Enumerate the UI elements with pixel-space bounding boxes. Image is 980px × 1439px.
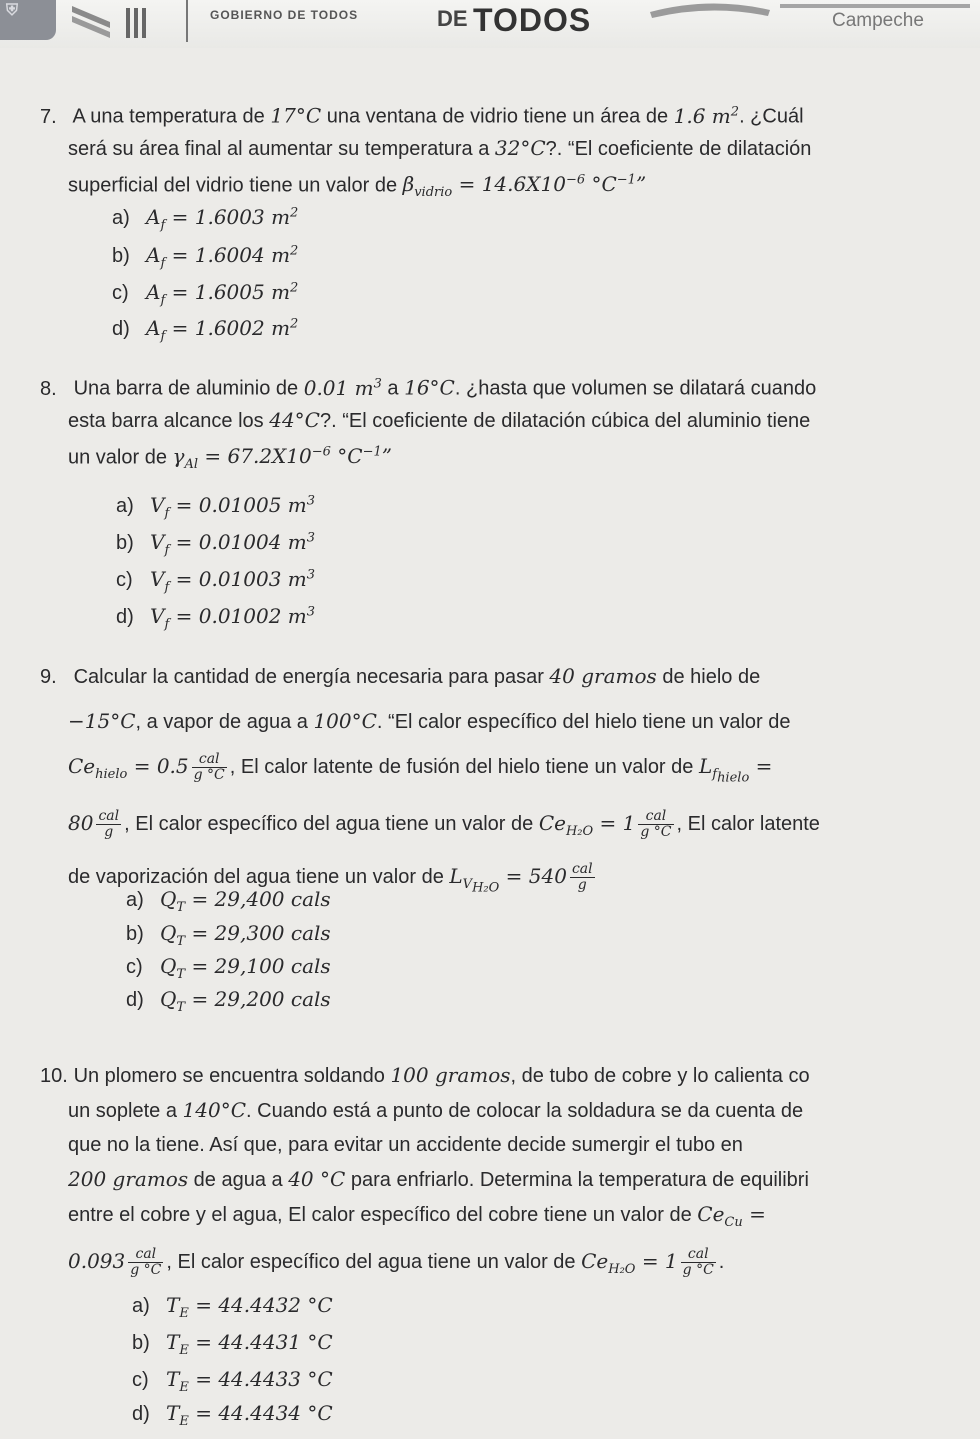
math-symbol: L: [698, 754, 713, 778]
question-text: , de tubo de cobre y lo calienta co: [510, 1065, 810, 1087]
math-subscript: H₂O: [565, 823, 594, 839]
math-symbol: L: [449, 863, 463, 888]
option-symbol: T: [166, 1293, 180, 1317]
math-subscript: hielo: [717, 770, 750, 786]
question-8: 8. Una barra de aluminio de 0.01 $m^3$ a 16°C. ¿hasta que volumen se dilatará cuando esta barra alcance los 44°C?. “El coeficiente de dilatación cúbica del aluminio tiene un valor de $\gamma_{Al} = 67.2X10^{-6}$ $^\circ C^{-1}$”: [40, 375, 817, 473]
option-symbol: V: [150, 492, 165, 517]
math-subscript: H₂O: [608, 1262, 636, 1277]
option-value: = 29,300 cals: [191, 921, 331, 945]
math-value: = 1: [641, 1249, 678, 1273]
option-exponent: 2: [290, 280, 299, 295]
math-symbol: Ce: [538, 810, 566, 835]
option-value: = 44.4434 °C: [195, 1401, 333, 1425]
answer-option[interactable]: [112, 307, 299, 344]
math-value: 1.6 m: [673, 103, 731, 128]
fraction: [128, 1247, 163, 1278]
math-value: = 1: [599, 810, 636, 835]
option-symbol: Q: [160, 987, 177, 1011]
question-text: un soplete a: [68, 1100, 177, 1122]
math-value: 200 gramos: [68, 1167, 189, 1191]
question-text: . “El calor específico del hielo tiene un valor de: [376, 711, 791, 733]
option-letter: c): [126, 956, 143, 978]
math-symbol: β: [402, 172, 415, 197]
close-quote: ”: [635, 172, 647, 197]
fraction-numerator: cal: [571, 860, 593, 877]
fraction-numerator: cal: [192, 752, 227, 768]
option-exponent: 3: [306, 493, 316, 508]
fraction-numerator: cal: [128, 1247, 163, 1263]
option-letter: a): [126, 889, 144, 911]
option-value: = 44.4433 °C: [195, 1367, 333, 1391]
option-symbol: Q: [160, 921, 177, 945]
header-decoration: [70, 2, 180, 40]
option-value: = 0.01004 m: [175, 529, 307, 554]
option-symbol: Q: [160, 887, 177, 911]
math-equals: =: [755, 754, 773, 778]
question-text: . ¿Cuál: [739, 105, 804, 128]
option-value: = 29,100 cals: [191, 954, 331, 978]
math-value: −15°C: [68, 709, 136, 733]
answer-option[interactable]: [126, 882, 331, 916]
option-exponent: 3: [306, 567, 316, 582]
math-unit: °C: [337, 444, 363, 469]
math-value: 17°C: [270, 103, 322, 128]
header-swoosh: [650, 0, 980, 30]
option-value: = 29,400 cals: [191, 887, 331, 911]
option-symbol: A: [146, 315, 161, 340]
option-symbol: T: [166, 1401, 180, 1425]
option-letter: d): [132, 1403, 150, 1425]
math-value: = 0.5: [133, 754, 189, 778]
close-quote: ”: [381, 444, 392, 469]
question-text: , a vapor de agua a: [135, 711, 308, 733]
option-value: = 1.6003 m: [171, 204, 291, 229]
math-symbol: Ce: [581, 1249, 609, 1273]
question-text: esta barra alcance los: [68, 409, 264, 432]
question-text: , El calor latente de fusión del hielo tiene un valor de: [229, 756, 694, 778]
option-letter: a): [132, 1295, 150, 1317]
fraction-denominator: g °C: [193, 767, 225, 784]
option-exponent: 2: [290, 243, 299, 258]
fraction-denominator: g °C: [640, 823, 672, 840]
answer-option[interactable]: [132, 1325, 333, 1359]
option-exponent: 2: [290, 205, 299, 220]
question-number: 7.: [40, 105, 57, 128]
question-text: a: [387, 377, 399, 400]
question-text: ?. “El coeficiente de dilatación: [545, 137, 812, 160]
option-symbol: A: [146, 204, 161, 229]
question-text: Calcular la cantidad de energía necesaria para pasar: [73, 666, 544, 688]
answer-option[interactable]: [132, 1362, 333, 1396]
answer-option[interactable]: [132, 1288, 333, 1322]
option-letter: d): [112, 317, 130, 340]
option-value: = 44.4432 °C: [195, 1293, 333, 1317]
math-value: 0.093: [68, 1249, 126, 1273]
option-letter: c): [112, 281, 129, 304]
option-subscript: f: [160, 217, 166, 233]
math-symbol: Ce: [697, 1202, 725, 1226]
answer-option[interactable]: [126, 982, 331, 1016]
option-subscript: T: [176, 1000, 186, 1015]
math-equals: =: [749, 1202, 766, 1226]
header-todos: TODOS: [473, 2, 592, 38]
fraction-denominator: g °C: [682, 1262, 714, 1279]
option-letter: c): [132, 1369, 149, 1391]
math-value: 40 gramos: [549, 664, 657, 688]
math-value: 40 °C: [288, 1167, 346, 1191]
option-symbol: Q: [160, 954, 177, 978]
shield-icon: ⛨: [6, 2, 19, 19]
answer-option[interactable]: [112, 271, 299, 308]
math-subscript: hielo: [95, 767, 128, 782]
math-value: = 540: [505, 863, 567, 888]
option-subscript: E: [179, 1414, 189, 1429]
option-value: = 1.6004 m: [171, 242, 291, 267]
question-text: de hielo de: [662, 666, 761, 688]
math-value: 100°C: [313, 709, 377, 733]
fraction: [192, 752, 227, 783]
fraction-denominator: g: [104, 823, 114, 840]
question-text: entre el cobre y el agua, El calor específico del cobre tiene un valor de: [68, 1204, 692, 1226]
answer-option[interactable]: [116, 595, 316, 632]
math-subscript: f: [712, 767, 718, 782]
option-symbol: T: [166, 1367, 180, 1391]
math-subscript: H₂O: [472, 880, 500, 896]
math-value: = 67.2X10: [204, 444, 312, 469]
math-subscript: vidrio: [414, 185, 453, 201]
option-subscript: E: [179, 1306, 189, 1321]
question-text: un valor de: [68, 446, 167, 469]
question-text: de agua a: [193, 1169, 283, 1191]
option-subscript: E: [179, 1380, 189, 1395]
question-text: , El calor latente: [676, 812, 820, 835]
fraction: [570, 862, 595, 893]
header-gobierno: GOBIERNO DE TODOS: [210, 8, 359, 22]
question-9: [40, 654, 965, 910]
option-symbol: V: [150, 529, 165, 554]
option-letter: b): [112, 244, 130, 267]
option-value: = 0.01005 m: [175, 492, 307, 517]
option-value: = 0.01002 m: [175, 603, 307, 628]
question-number: 9.: [40, 666, 57, 688]
option-symbol: T: [166, 1330, 180, 1354]
answer-option[interactable]: [112, 196, 299, 233]
option-exponent: 3: [306, 604, 316, 619]
answer-option[interactable]: [132, 1396, 333, 1430]
option-subscript: f: [164, 542, 170, 558]
option-letter: d): [116, 605, 134, 628]
fraction-denominator: g °C: [130, 1262, 162, 1279]
question-text: , El calor específico del agua tiene un valor de: [166, 1251, 576, 1273]
option-symbol: A: [146, 242, 161, 267]
header-campeche: Campeche: [832, 10, 924, 31]
fraction-numerator: cal: [98, 807, 120, 824]
math-exponent: −6: [565, 172, 586, 188]
math-value: 44°C: [269, 407, 320, 432]
option-letter: b): [116, 531, 134, 554]
question-number: 8.: [40, 377, 57, 400]
math-value: 80: [68, 810, 94, 835]
question-text: .: [718, 1251, 725, 1273]
option-value: = 44.4431 °C: [195, 1330, 333, 1354]
fraction-numerator: cal: [638, 809, 673, 825]
state-logo: [0, 0, 56, 40]
question-text: . Cuando está a punto de colocar la soldadura se da cuenta de: [246, 1100, 804, 1122]
option-symbol: V: [150, 566, 165, 591]
question-7: 7. A una temperatura de 17°C una ventana de vidrio tiene un área de 1.6 $m^2$. ¿Cuál será su área final al aumentar su temperatura a 32°C?. “El coeficiente de dilatación superficial del vidrio tiene un valor de $\beta_{vidrio} = 14.6X10^{-6}$ $^\circ C^{-1}$”: [40, 103, 812, 201]
option-symbol: A: [146, 279, 161, 304]
option-subscript: f: [160, 292, 166, 308]
option-subscript: f: [164, 616, 170, 632]
answer-option[interactable]: [116, 558, 316, 595]
math-exponent: −6: [311, 444, 331, 460]
question-text: para enfriarlo. Determina la temperatura de equilibri: [350, 1169, 809, 1191]
math-value: 100 gramos: [390, 1063, 511, 1087]
math-symbol: γ: [172, 444, 185, 469]
option-value: = 29,200 cals: [191, 987, 331, 1011]
math-subscript: Cu: [724, 1215, 743, 1230]
option-subscript: f: [164, 505, 170, 521]
option-exponent: 3: [306, 530, 316, 545]
math-unit: °C: [591, 172, 617, 197]
math-value: 140°C: [182, 1098, 247, 1122]
question-text: . ¿hasta que volumen se dilatará cuando: [454, 377, 817, 400]
answer-option[interactable]: [116, 521, 316, 558]
math-value: 0.01 m: [303, 375, 374, 400]
option-subscript: f: [164, 579, 170, 595]
fraction-denominator: g: [577, 876, 587, 893]
option-letter: b): [126, 923, 144, 945]
option-letter: a): [116, 494, 134, 517]
fraction: [681, 1247, 716, 1278]
answer-option[interactable]: [112, 234, 299, 271]
math-value: 16°C: [404, 375, 455, 400]
option-subscript: T: [176, 900, 186, 915]
option-subscript: T: [176, 934, 186, 949]
question-number: 10.: [40, 1065, 68, 1087]
question-text: de vaporización del agua tiene un valor de: [68, 865, 444, 888]
option-letter: b): [132, 1332, 150, 1354]
question-10: [40, 1058, 980, 1291]
option-symbol: V: [150, 603, 165, 628]
question-text: ?. “El coeficiente de dilatación cúbica del aluminio tiene: [320, 409, 811, 432]
math-subscript: V: [462, 876, 473, 892]
header-divider: [186, 0, 188, 42]
option-letter: a): [112, 206, 130, 229]
math-subscript: Al: [184, 457, 199, 473]
question-text: A una temperatura de: [72, 105, 265, 128]
question-text: superficial del vidrio tiene un valor de: [68, 174, 398, 197]
option-subscript: f: [160, 255, 166, 271]
math-symbol: Ce: [68, 754, 96, 778]
question-text: una ventana de vidrio tiene un área de: [326, 105, 669, 128]
option-exponent: 2: [290, 316, 299, 331]
question-text: , El calor específico del agua tiene un valor de: [124, 812, 534, 835]
page-header: [0, 0, 980, 48]
option-letter: c): [116, 568, 133, 591]
question-text: Una barra de aluminio de: [73, 377, 299, 400]
math-exponent: −1: [362, 444, 382, 460]
answer-option[interactable]: [126, 949, 331, 983]
fraction: [638, 809, 673, 840]
option-subscript: f: [160, 328, 166, 344]
option-subscript: T: [176, 967, 186, 982]
question-text: Un plomero se encuentra soldando: [73, 1065, 385, 1087]
fraction-numerator: cal: [681, 1247, 716, 1263]
math-value: = 14.6X10: [458, 172, 566, 197]
fraction: [96, 809, 121, 840]
header-de: DE: [437, 6, 468, 31]
option-value: = 1.6005 m: [171, 279, 291, 304]
option-letter: d): [126, 989, 144, 1011]
math-value: 32°C: [494, 135, 546, 160]
answer-option[interactable]: [126, 916, 331, 950]
option-value: = 0.01003 m: [175, 566, 307, 591]
question-text: que no la tiene. Así que, para evitar un accidente decide sumergir el tubo en: [68, 1134, 743, 1156]
question-text: será su área final al aumentar su temperatura a: [68, 137, 490, 160]
math-exponent: −1: [616, 172, 636, 188]
answer-option[interactable]: [116, 484, 316, 521]
option-value: = 1.6002 m: [171, 315, 291, 340]
option-subscript: E: [179, 1343, 189, 1358]
